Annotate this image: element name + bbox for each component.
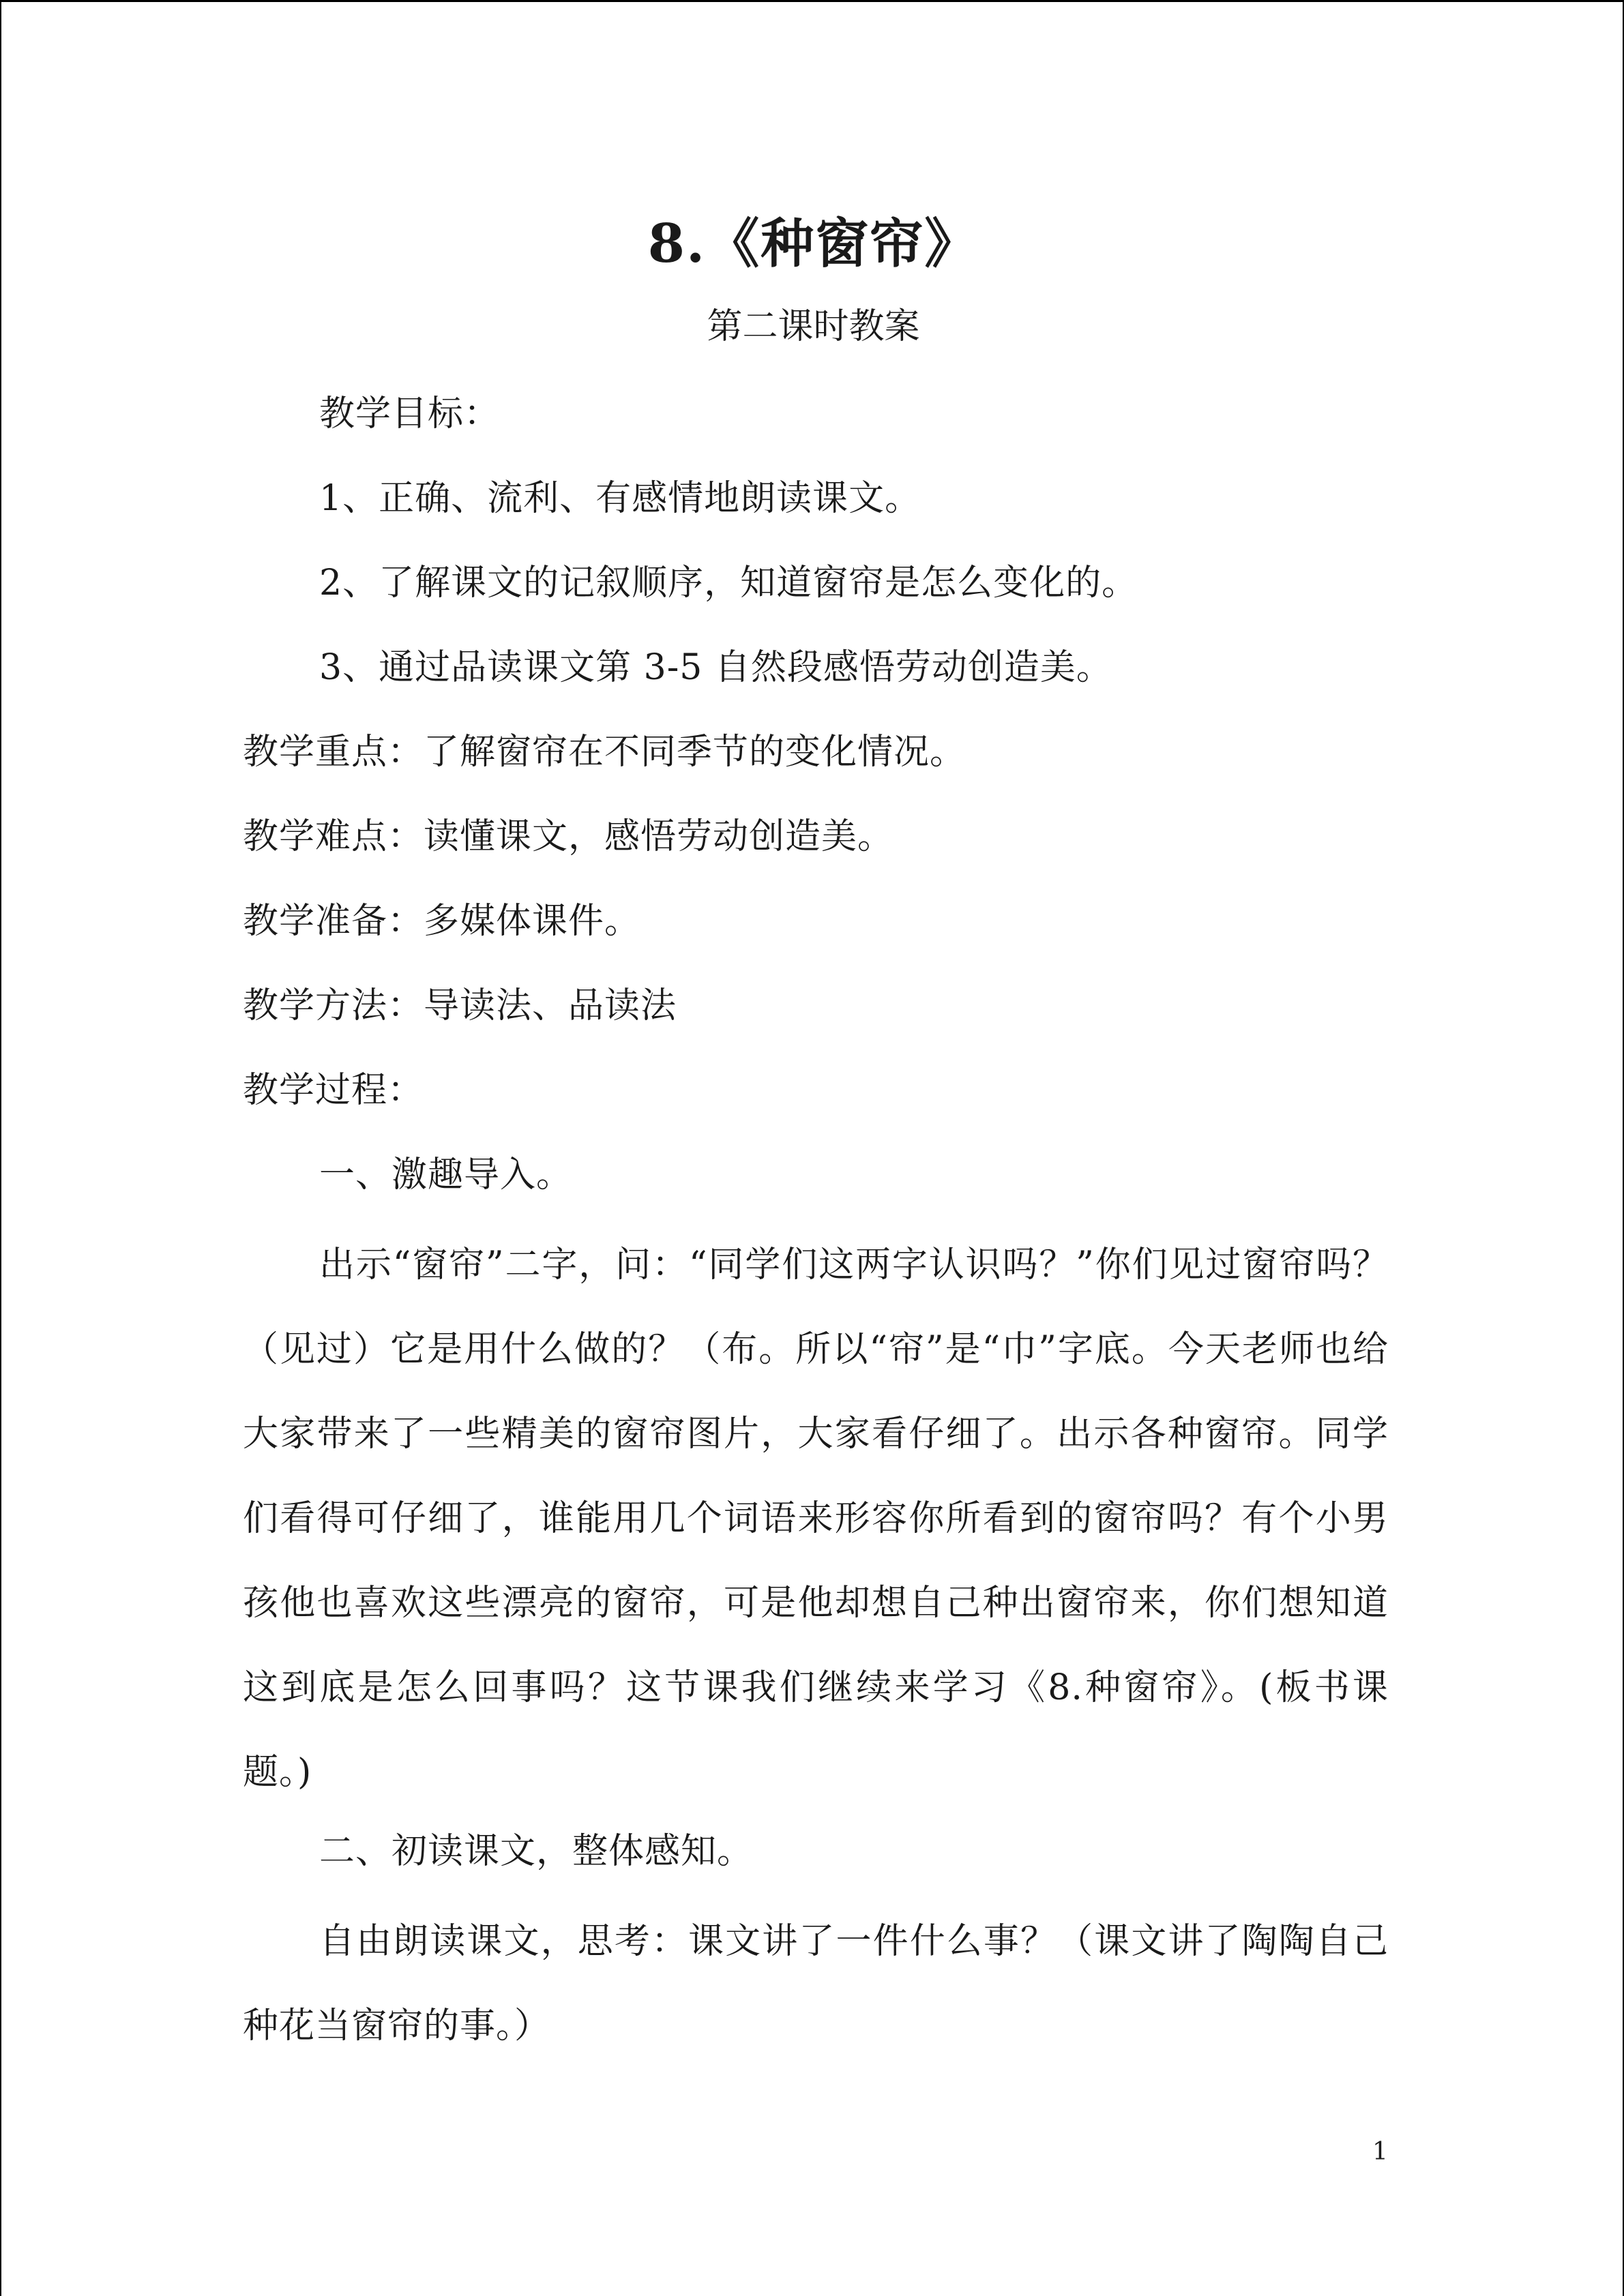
objective-item: 3、通过品读课文第 3-5 自然段感悟劳动创造美。	[319, 647, 1112, 688]
section-2-paragraph: 自由朗读课文，思考：课文讲了一件什么事？（课文讲了陶陶自己种花当窗帘的事。）	[243, 1921, 1389, 2046]
objective-item: 1、正确、流利、有感情地朗读课文。	[319, 478, 921, 519]
section-1-heading: 一、激趣导入。	[319, 1154, 573, 1195]
document-subtitle: 第二课时教案	[707, 306, 920, 347]
difficulty: 教学难点：读懂课文，感悟劳动创造美。	[243, 816, 894, 857]
objectives-heading: 教学目标：	[319, 393, 501, 434]
page-number: 1	[1372, 2138, 1388, 2166]
method: 教学方法：导读法、品读法	[243, 985, 677, 1026]
objective-item: 2、了解课文的记叙顺序，知道窗帘是怎么变化的。	[319, 563, 1138, 603]
section-2-heading: 二、初读课文，整体感知。	[319, 1831, 754, 1872]
document-title: 8.《种窗帘》	[647, 213, 979, 275]
preparation: 教学准备：多媒体课件。	[243, 901, 641, 942]
key-point: 教学重点：了解窗帘在不同季节的变化情况。	[243, 732, 966, 773]
process-heading: 教学过程：	[243, 1070, 424, 1111]
section-1-paragraph: 出示“窗帘”二字，问：“同学们这两字认识吗？”你们见过窗帘吗？（见过）它是用什么做的？（布。所以“帘”是“巾”字底。今天老师也给大家带来了一些精美的窗帘图片，大家看仔细了。出示各种窗帘。同学们看得可仔细了，谁能用几个词语来形容你所看到的窗帘吗？有个小男孩他也喜欢这些漂亮的窗帘，可是他却想自己种出窗帘来，你们想知道这到底是怎么回事吗？这节课我们继续来学习《8.种窗帘》。(板书课题。)	[243, 1244, 1389, 1793]
